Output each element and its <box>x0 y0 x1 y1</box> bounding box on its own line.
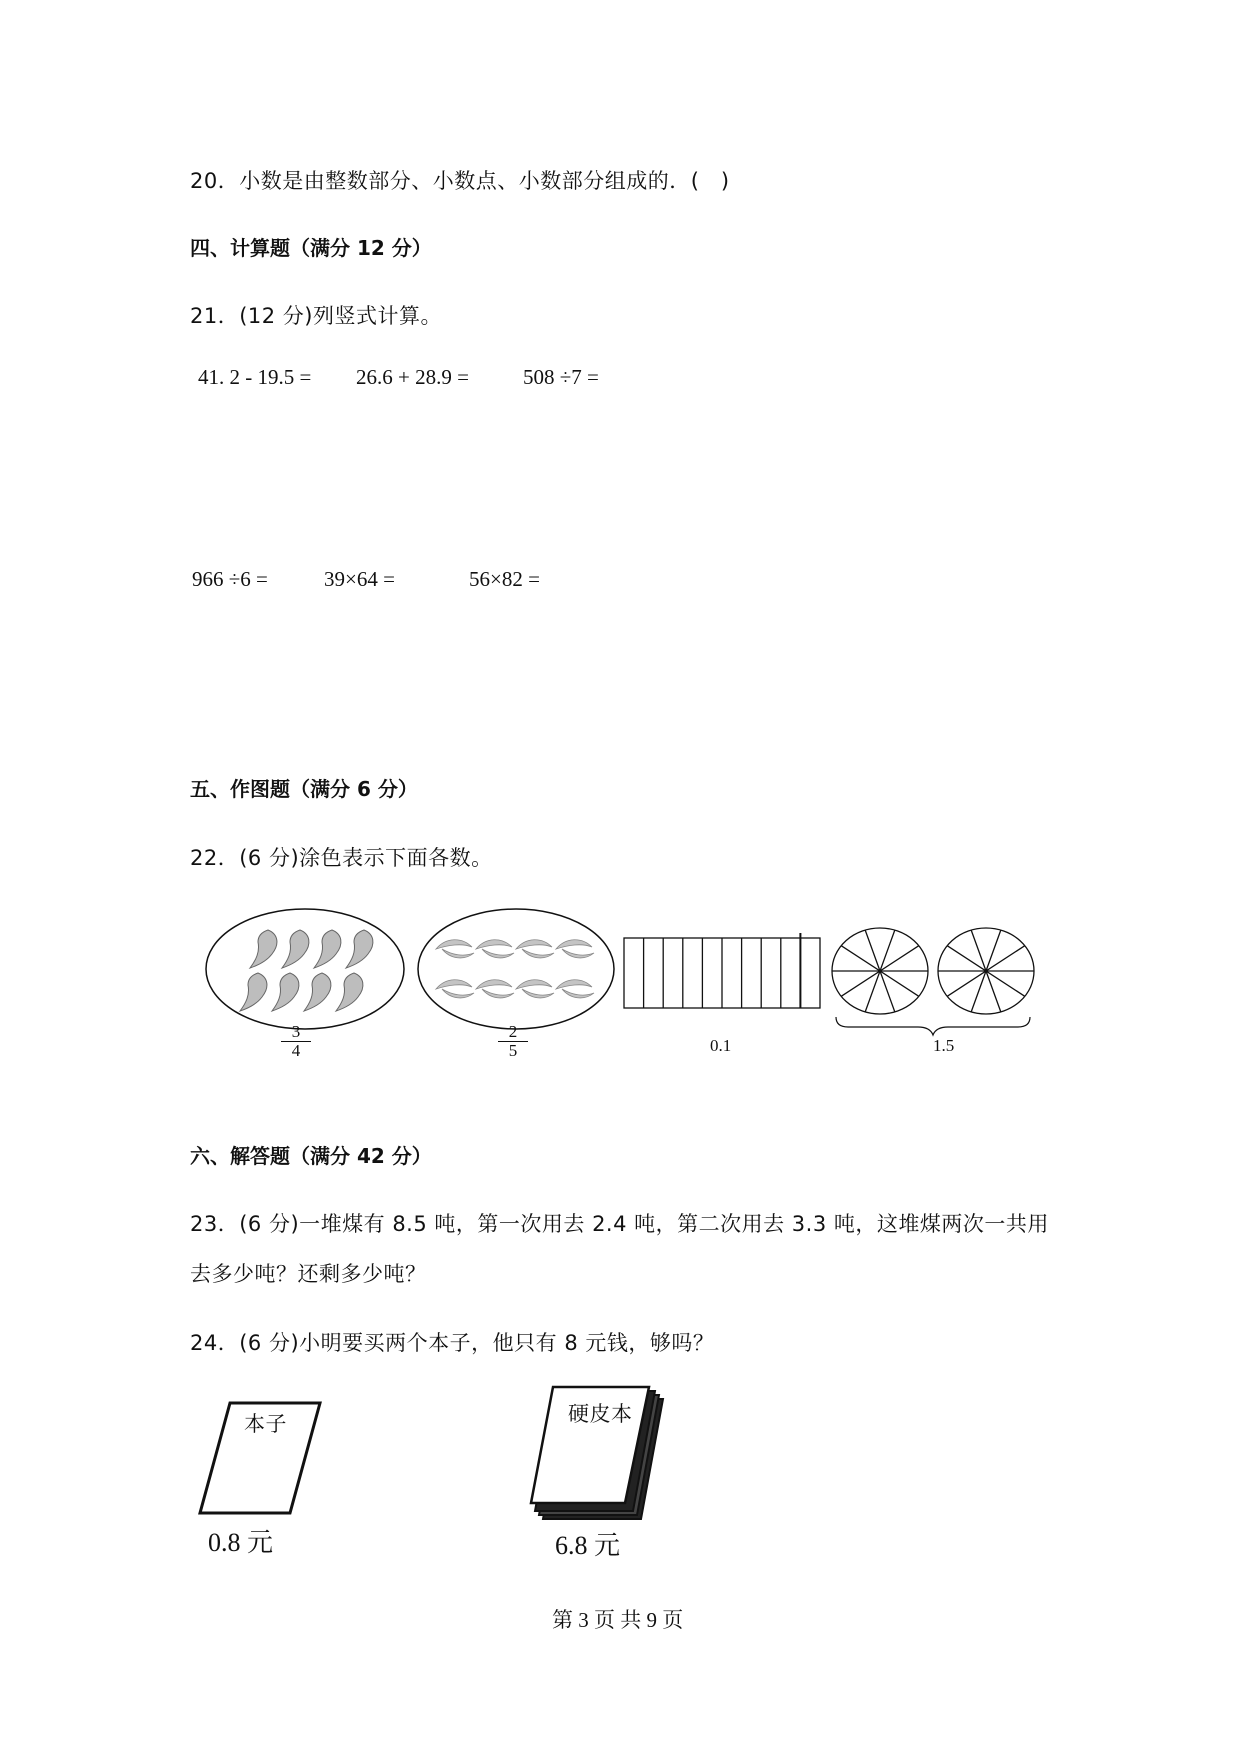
leaf-ellipse <box>418 909 614 1029</box>
fraction-denominator: 4 <box>291 1041 301 1060</box>
fraction-3-4 <box>281 1024 311 1059</box>
calc-item-2: 26.6 + 28.9 = <box>356 365 469 389</box>
tenths-rectangle <box>624 933 820 1008</box>
question-24: 24．(6 分)小明要买两个本子，他只有 8 元钱，够吗？ <box>190 1331 715 1355</box>
label-one-point-five: 1.5 <box>933 1036 955 1055</box>
notebook-price: 0.8 元 <box>208 1528 274 1557</box>
hardcover-notebook-price: 6.8 元 <box>555 1531 621 1560</box>
label-tenth: 0.1 <box>710 1036 732 1055</box>
question-21: 21．(12 分)列竖式计算。 <box>190 304 443 328</box>
calc-item-4: 966 ÷6 = <box>192 567 268 591</box>
fraction-numerator: 2 <box>498 1024 528 1042</box>
page-footer: 第 3 页 共 9 页 <box>552 1608 684 1632</box>
leaf-icons <box>436 940 594 998</box>
question-20: 20．小数是由整数部分、小数点、小数部分组成的．( ) <box>190 169 730 193</box>
hardcover-notebook-label: 硬皮本 <box>568 1402 633 1426</box>
section-heading-calculation: 四、计算题（满分 12 分） <box>190 236 432 260</box>
fraction-2-5 <box>498 1024 528 1059</box>
question-22: 22．(6 分)涂色表示下面各数。 <box>190 846 493 870</box>
notebook-label: 本子 <box>244 1412 287 1436</box>
coloring-figure <box>200 905 1050 1080</box>
section-heading-answers: 六、解答题（满分 42 分） <box>190 1144 432 1168</box>
circle-1 <box>832 928 928 1014</box>
pepper-icons <box>240 930 373 1011</box>
calc-item-5: 39×64 = <box>324 567 395 591</box>
fraction-denominator: 5 <box>508 1041 518 1060</box>
fraction-numerator: 3 <box>281 1024 311 1042</box>
calc-item-3: 508 ÷7 = <box>523 365 599 389</box>
question-23-line-2: 去多少吨？还剩多少吨？ <box>190 1262 427 1286</box>
calc-item-6: 56×82 = <box>469 567 540 591</box>
calc-item-1: 41. 2 - 19.5 = <box>198 365 312 389</box>
circle-2 <box>938 928 1034 1014</box>
question-23-line-1: 23．(6 分)一堆煤有 8.5 吨，第一次用去 2.4 吨，第二次用去 3.3 吨，这堆煤两次一共用 <box>190 1212 1049 1236</box>
brace <box>836 1017 1030 1035</box>
section-heading-drawing: 五、作图题（满分 6 分） <box>190 777 418 801</box>
